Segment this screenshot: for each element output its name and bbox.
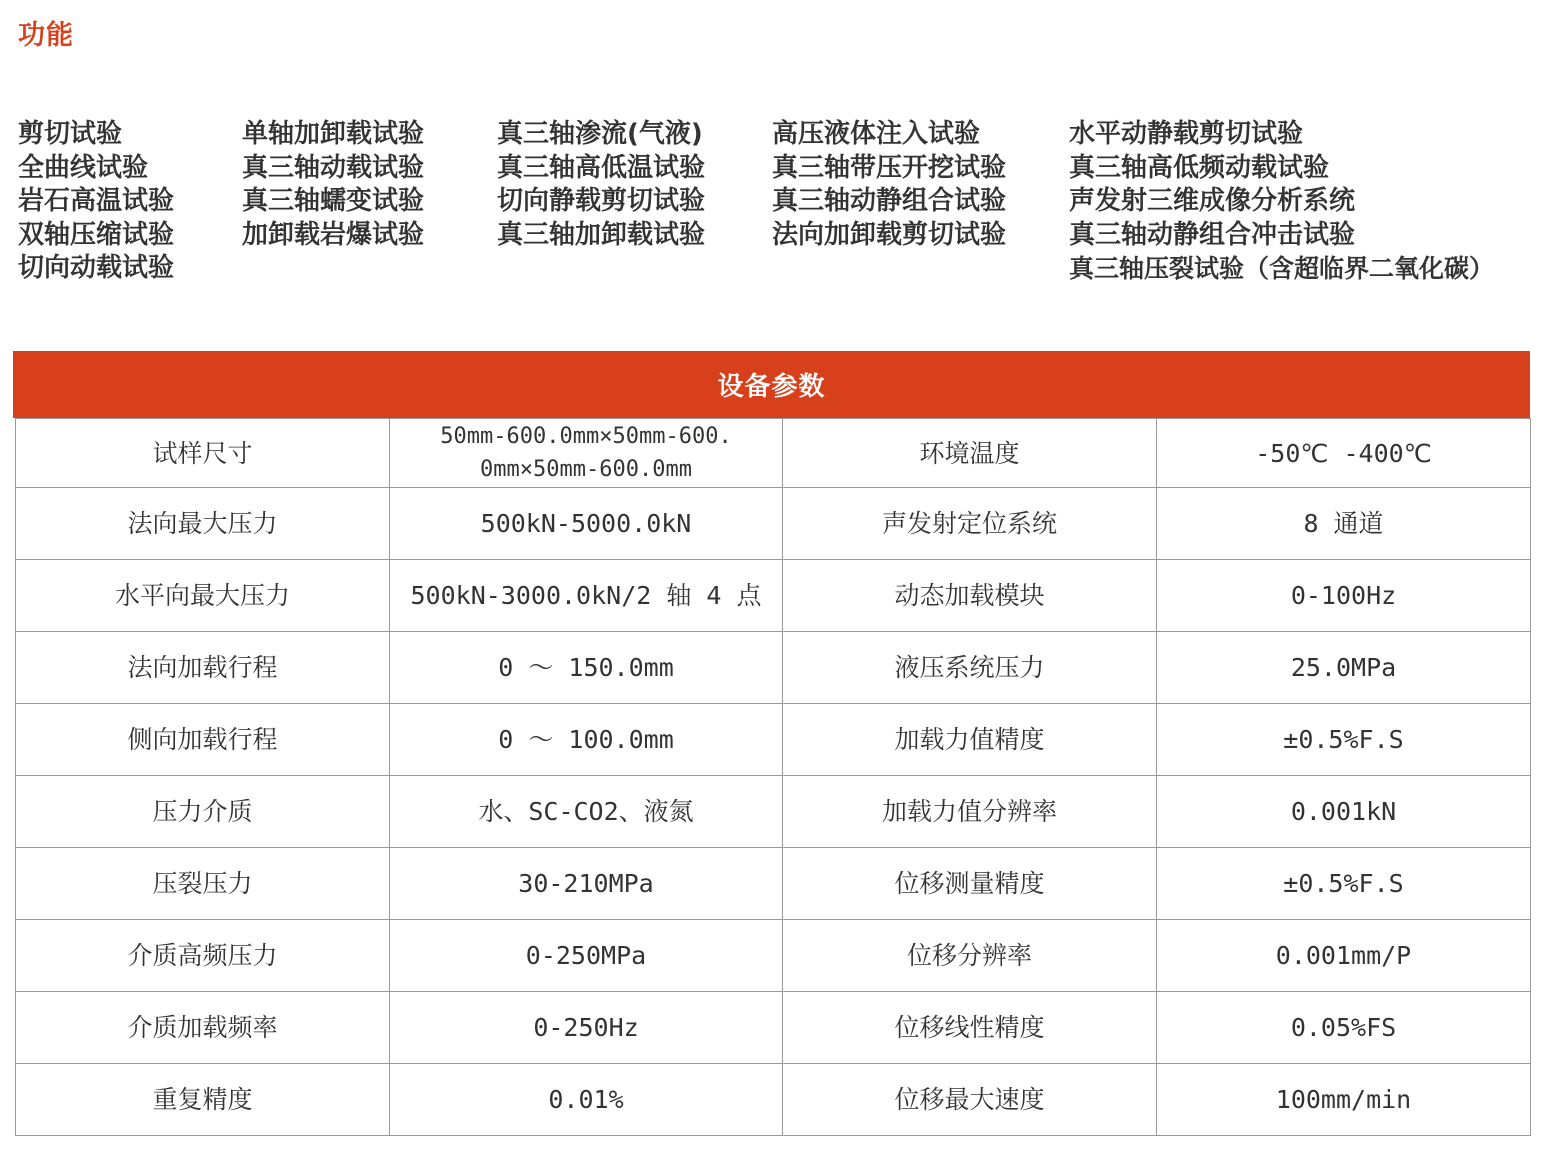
table-row — [16, 992, 1531, 1064]
param-label: 动态加载模块 — [783, 560, 1157, 632]
table-row — [16, 776, 1531, 848]
param-label: 加载力值分辨率 — [783, 776, 1157, 848]
param-label: 压力介质 — [16, 776, 390, 848]
param-value: 0-250MPa — [390, 920, 783, 992]
feature-item: 切向动载试验 — [18, 253, 175, 283]
param-label: 液压系统压力 — [783, 632, 1157, 704]
feature-item: 真三轴渗流(气液) — [497, 119, 703, 149]
param-value: 0.001kN — [1157, 776, 1531, 848]
param-label: 位移最大速度 — [783, 1064, 1157, 1136]
feature-column-3 — [497, 118, 705, 252]
feature-item: 真三轴高低温试验 — [497, 152, 706, 183]
param-value: 8 通道 — [1157, 488, 1531, 560]
feature-item: 真三轴蠕变试验 — [242, 186, 425, 216]
param-label: 压裂压力 — [16, 848, 390, 920]
param-value: 0.001mm/P — [1157, 920, 1531, 992]
feature-item: 全曲线试验 — [18, 152, 149, 183]
param-value: ±0.5%F.S — [1157, 704, 1531, 776]
feature-column-1 — [18, 118, 174, 286]
param-label: 加载力值精度 — [783, 704, 1157, 776]
parameters-table — [15, 418, 1531, 1136]
feature-item: 单轴加卸载试验 — [242, 119, 425, 149]
feature-item: 加卸载岩爆试验 — [242, 219, 425, 250]
param-value: 500kN-5000.0kN — [390, 488, 783, 560]
parameters-header: 设备参数 — [13, 351, 1530, 418]
param-value: 0-100Hz — [1157, 560, 1531, 632]
feature-item: 真三轴带压开挖试验 — [772, 152, 1007, 183]
table-row — [16, 920, 1531, 992]
feature-item: 高压液体注入试验 — [772, 119, 981, 149]
param-label: 重复精度 — [16, 1064, 390, 1136]
feature-item: 真三轴高低频动载试验 — [1069, 152, 1330, 183]
param-label: 法向加载行程 — [16, 632, 390, 704]
param-label: 声发射定位系统 — [783, 488, 1157, 560]
param-value: 30-210MPa — [390, 848, 783, 920]
feature-column-4 — [772, 118, 1006, 252]
table-row — [16, 704, 1531, 776]
param-value: ±0.5%F.S — [1157, 848, 1531, 920]
param-value: -50℃ -400℃ — [1157, 419, 1531, 488]
feature-list — [0, 118, 1548, 288]
parameters-section — [13, 351, 1530, 1136]
feature-item: 切向静载剪切试验 — [497, 186, 706, 216]
param-label: 法向最大压力 — [16, 488, 390, 560]
feature-item: 双轴压缩试验 — [18, 219, 175, 250]
param-label: 介质加载频率 — [16, 992, 390, 1064]
param-label: 试样尺寸 — [16, 419, 390, 488]
feature-item: 法向加卸载剪切试验 — [772, 219, 1007, 250]
table-row — [16, 1064, 1531, 1136]
feature-item: 岩石高温试验 — [18, 186, 175, 216]
param-value: 0.01% — [390, 1064, 783, 1136]
param-value: 500kN-3000.0kN/2 轴 4 点 — [390, 560, 783, 632]
table-row — [16, 488, 1531, 560]
param-value: 0 ～ 150.0mm — [390, 632, 783, 704]
param-label: 侧向加载行程 — [16, 704, 390, 776]
table-row — [16, 848, 1531, 920]
feature-item: 声发射三维成像分析系统 — [1069, 186, 1356, 216]
param-value: 50mm-600.0mm×50mm-600.0mm×50mm-600.0mm — [390, 419, 783, 488]
param-label: 水平向最大压力 — [16, 560, 390, 632]
param-value: 0-250Hz — [390, 992, 783, 1064]
section-title-functions: 功能 — [18, 20, 74, 51]
feature-column-5 — [1069, 118, 1494, 286]
feature-item: 真三轴压裂试验（含超临界二氧化碳） — [1069, 254, 1495, 283]
feature-item: 真三轴动静组合试验 — [772, 186, 1007, 216]
param-value: 水、SC-CO2、液氮 — [390, 776, 783, 848]
feature-item: 水平动静载剪切试验 — [1069, 119, 1304, 149]
table-row — [16, 419, 1531, 488]
param-value: 25.0MPa — [1157, 632, 1531, 704]
param-value: 100mm/min — [1157, 1064, 1531, 1136]
table-row — [16, 560, 1531, 632]
param-label: 环境温度 — [783, 419, 1157, 488]
feature-column-2 — [242, 118, 424, 252]
feature-item: 真三轴动静组合冲击试验 — [1069, 219, 1356, 250]
feature-item: 真三轴动载试验 — [242, 152, 425, 183]
param-value: 0 ～ 100.0mm — [390, 704, 783, 776]
feature-item: 剪切试验 — [18, 119, 123, 149]
param-value: 0.05%FS — [1157, 992, 1531, 1064]
table-row — [16, 632, 1531, 704]
param-label: 位移线性精度 — [783, 992, 1157, 1064]
param-label: 位移测量精度 — [783, 848, 1157, 920]
param-label: 介质高频压力 — [16, 920, 390, 992]
param-label: 位移分辨率 — [783, 920, 1157, 992]
feature-item: 真三轴加卸载试验 — [497, 219, 706, 250]
